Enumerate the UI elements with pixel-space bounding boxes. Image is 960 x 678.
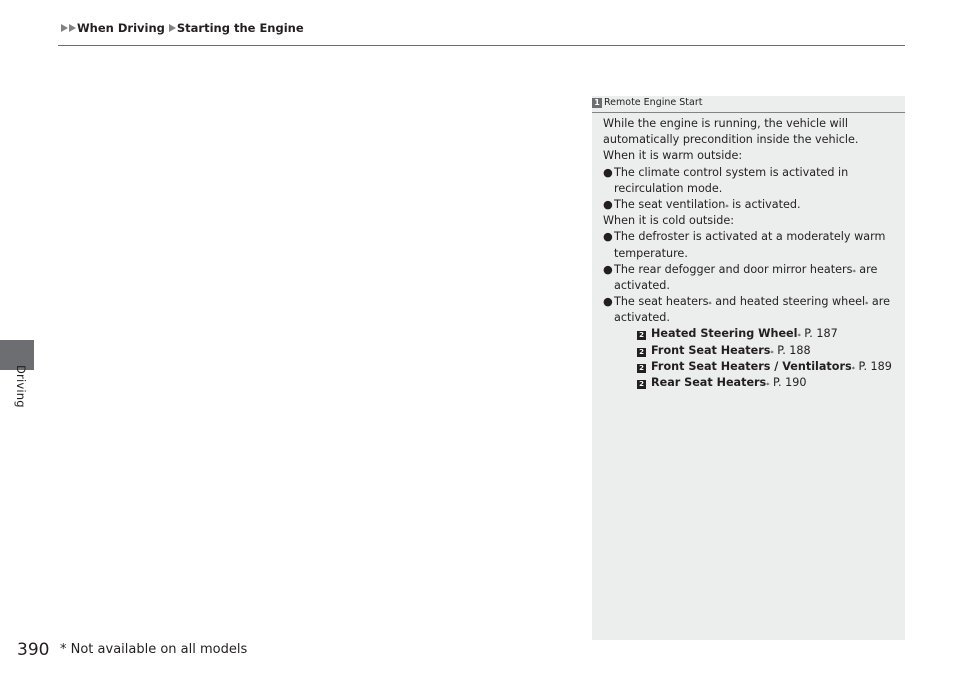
bullet-icon: ● (603, 165, 613, 179)
breadcrumb-starting-engine[interactable]: Starting the Engine (176, 21, 304, 35)
note-text-line: While the engine is running, the vehicle will (603, 117, 849, 130)
reference-link[interactable]: 2 Rear Seat Heaters* P. 190 (603, 375, 899, 391)
triangle-right-icon (169, 24, 176, 32)
bullet-icon: ● (603, 295, 613, 309)
bullet-continuation: recirculation mode. (614, 181, 723, 195)
warm-heading: When it is warm outside: (603, 149, 743, 163)
bullet-icon: ● (603, 230, 613, 244)
bullet-item: ● The seat heaters* and heated steering wheel* are (603, 294, 899, 310)
note-title: Remote Engine Start (604, 97, 703, 108)
reference-arrow-icon: 2 (637, 380, 646, 389)
cold-heading: When it is cold outside: (603, 214, 734, 228)
reference-link[interactable]: 2 Front Seat Heaters / Ventilators* P. 189 (603, 359, 899, 375)
reference-arrow-icon: 2 (637, 331, 646, 340)
footnote: * Not available on all models (60, 642, 248, 657)
bullet-item: ● The rear defogger and door mirror heaters* are (603, 262, 899, 278)
bullet-item: ● The climate control system is activated in (603, 165, 899, 181)
bullet-continuation: activated. (614, 311, 670, 325)
bullet-icon: ● (603, 197, 613, 211)
footnote-star: * (725, 202, 729, 211)
note-body (603, 116, 899, 391)
section-tab-label: Driving (14, 365, 28, 408)
triangle-right-icon (61, 24, 68, 32)
page-number: 390 (17, 640, 50, 660)
reference-link[interactable]: 2 Heated Steering Wheel* P. 187 (603, 326, 899, 342)
reference-arrow-icon: 2 (637, 348, 646, 357)
reference-link[interactable]: 2 Front Seat Heaters* P. 188 (603, 343, 899, 359)
reference-arrow-icon: 2 (637, 364, 646, 373)
triangle-right-icon (69, 24, 76, 32)
bullet-continuation: activated. (614, 278, 670, 292)
note-text-line: automatically precondition inside the vehicle. (603, 133, 859, 147)
bullet-continuation: temperature. (614, 246, 688, 260)
footnote-star: * (708, 300, 712, 309)
bullet-item: ● The seat ventilation* is activated. (603, 197, 899, 213)
note-header (592, 97, 905, 113)
footnote-star: * (852, 267, 856, 276)
header-divider (58, 45, 905, 46)
breadcrumb-when-driving[interactable]: When Driving (77, 21, 165, 35)
footnote-star: * (865, 300, 869, 309)
bullet-item: ● The defroster is activated at a moderately warm (603, 229, 899, 245)
bullet-icon: ● (603, 262, 613, 276)
breadcrumb (61, 20, 308, 36)
note-number-icon: 1 (592, 98, 602, 108)
